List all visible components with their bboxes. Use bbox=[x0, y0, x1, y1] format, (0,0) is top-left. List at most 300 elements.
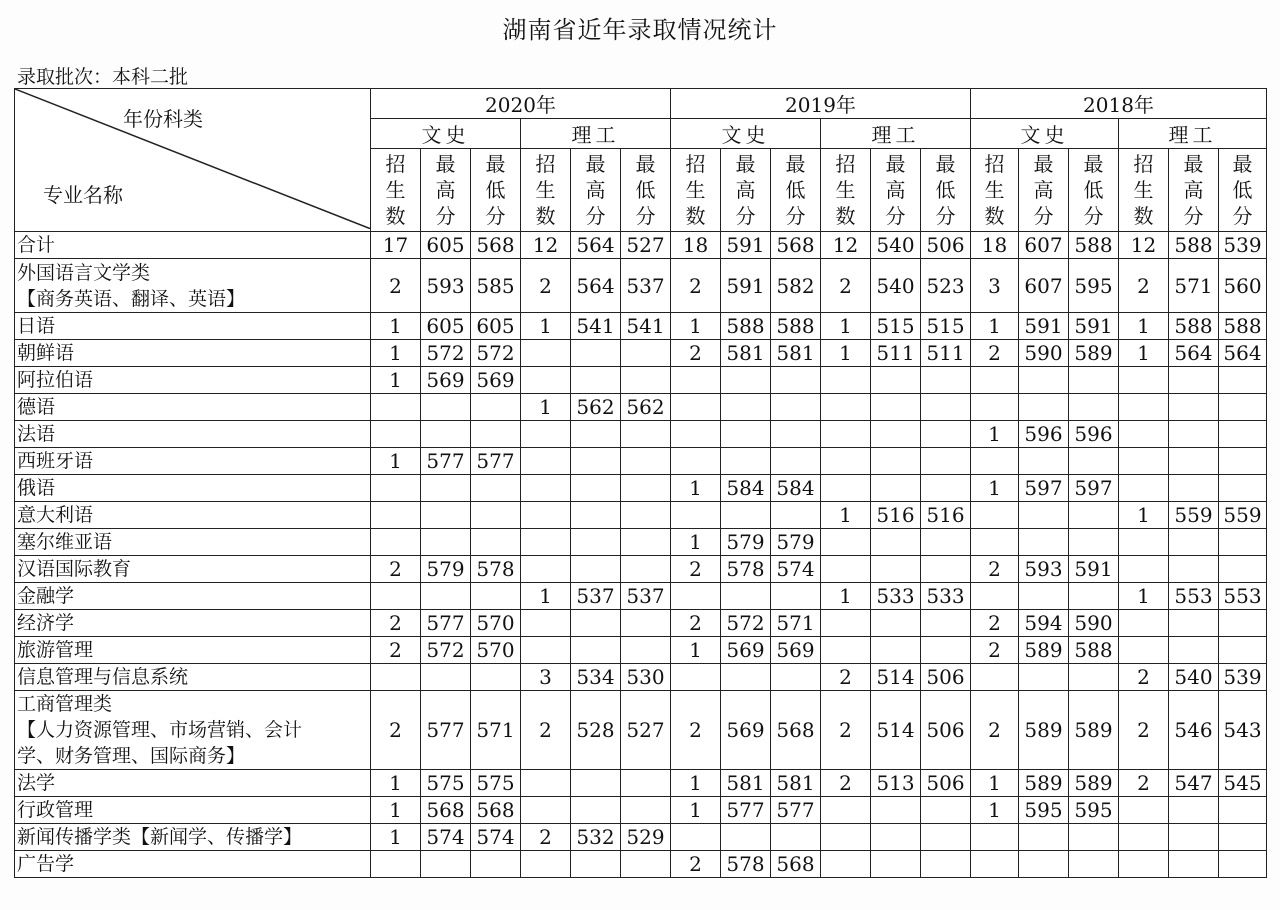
value-cell: 581 bbox=[721, 340, 771, 367]
major-name-cell bbox=[15, 797, 371, 824]
value-cell: 1 bbox=[671, 637, 721, 664]
value-cell: 605 bbox=[421, 313, 471, 340]
value-cell bbox=[971, 851, 1019, 878]
value-cell: 541 bbox=[571, 313, 621, 340]
major-name-line: 行政管理 bbox=[17, 799, 94, 821]
value-cell bbox=[971, 448, 1019, 475]
value-cell: 1 bbox=[671, 475, 721, 502]
value-cell: 2 bbox=[971, 637, 1019, 664]
value-cell: 1 bbox=[671, 529, 721, 556]
value-cell bbox=[571, 529, 621, 556]
value-cell: 2 bbox=[971, 556, 1019, 583]
value-cell: 577 bbox=[721, 797, 771, 824]
value-cell bbox=[971, 502, 1019, 529]
value-cell: 593 bbox=[421, 259, 471, 313]
value-cell bbox=[921, 448, 971, 475]
value-cell bbox=[921, 556, 971, 583]
subcolumn-header: 最 低 分 bbox=[471, 149, 521, 232]
table-row bbox=[15, 637, 1267, 664]
value-cell bbox=[471, 583, 521, 610]
value-cell: 2 bbox=[371, 556, 421, 583]
value-cell: 591 bbox=[1069, 556, 1119, 583]
value-cell: 1 bbox=[971, 770, 1019, 797]
value-cell: 588 bbox=[1169, 313, 1219, 340]
table-row bbox=[15, 448, 1267, 475]
admission-table bbox=[14, 88, 1267, 878]
table-row bbox=[15, 529, 1267, 556]
value-cell bbox=[521, 340, 571, 367]
value-cell bbox=[1069, 824, 1119, 851]
value-cell bbox=[871, 475, 921, 502]
value-cell: 528 bbox=[571, 691, 621, 770]
value-cell: 559 bbox=[1169, 502, 1219, 529]
value-cell bbox=[1169, 797, 1219, 824]
value-cell: 590 bbox=[1019, 340, 1069, 367]
value-cell bbox=[821, 637, 871, 664]
value-cell: 2 bbox=[671, 340, 721, 367]
value-cell bbox=[1019, 448, 1069, 475]
value-cell bbox=[521, 637, 571, 664]
value-cell bbox=[721, 394, 771, 421]
value-cell bbox=[521, 556, 571, 583]
major-name-line: 金融学 bbox=[17, 585, 75, 607]
subcolumn-header: 招 生 数 bbox=[1119, 149, 1169, 232]
value-cell bbox=[621, 502, 671, 529]
value-cell bbox=[521, 770, 571, 797]
value-cell bbox=[921, 394, 971, 421]
value-cell bbox=[1169, 475, 1219, 502]
value-cell: 569 bbox=[721, 637, 771, 664]
value-cell: 564 bbox=[571, 259, 621, 313]
value-cell: 589 bbox=[1069, 340, 1119, 367]
value-cell bbox=[771, 824, 821, 851]
value-cell bbox=[771, 394, 821, 421]
value-cell bbox=[1169, 851, 1219, 878]
value-cell bbox=[521, 421, 571, 448]
value-cell: 1 bbox=[521, 394, 571, 421]
table-row bbox=[15, 313, 1267, 340]
value-cell: 571 bbox=[771, 610, 821, 637]
value-cell bbox=[1069, 502, 1119, 529]
value-cell: 596 bbox=[1019, 421, 1069, 448]
value-cell: 574 bbox=[471, 824, 521, 851]
value-cell: 2 bbox=[1119, 664, 1169, 691]
subcolumn-header: 最 低 分 bbox=[1219, 149, 1267, 232]
major-name-cell bbox=[15, 502, 371, 529]
value-cell: 572 bbox=[471, 340, 521, 367]
major-name-cell bbox=[15, 664, 371, 691]
value-cell: 1 bbox=[371, 367, 421, 394]
value-cell bbox=[571, 502, 621, 529]
value-cell bbox=[821, 475, 871, 502]
value-cell bbox=[721, 421, 771, 448]
value-cell: 570 bbox=[471, 610, 521, 637]
subcolumn-header: 最 高 分 bbox=[721, 149, 771, 232]
value-cell bbox=[421, 394, 471, 421]
major-name-cell bbox=[15, 770, 371, 797]
subcolumn-header: 招 生 数 bbox=[521, 149, 571, 232]
value-cell: 589 bbox=[1069, 691, 1119, 770]
value-cell bbox=[671, 421, 721, 448]
value-cell bbox=[1169, 367, 1219, 394]
value-cell: 597 bbox=[1019, 475, 1069, 502]
value-cell bbox=[821, 394, 871, 421]
value-cell: 568 bbox=[471, 232, 521, 259]
value-cell bbox=[871, 797, 921, 824]
page-title: 湖南省近年录取情况统计 bbox=[502, 16, 778, 44]
value-cell: 506 bbox=[921, 232, 971, 259]
value-cell bbox=[571, 421, 621, 448]
value-cell: 1 bbox=[821, 340, 871, 367]
value-cell: 2 bbox=[671, 556, 721, 583]
major-name-cell bbox=[15, 556, 371, 583]
value-cell bbox=[871, 367, 921, 394]
value-cell bbox=[771, 367, 821, 394]
value-cell: 581 bbox=[721, 770, 771, 797]
value-cell: 577 bbox=[421, 691, 471, 770]
value-cell bbox=[721, 502, 771, 529]
value-cell: 1 bbox=[521, 583, 571, 610]
value-cell: 578 bbox=[721, 556, 771, 583]
value-cell: 514 bbox=[871, 664, 921, 691]
value-cell: 514 bbox=[871, 691, 921, 770]
value-cell: 2 bbox=[521, 691, 571, 770]
value-cell: 1 bbox=[971, 475, 1019, 502]
value-cell: 1 bbox=[371, 313, 421, 340]
value-cell bbox=[1169, 637, 1219, 664]
value-cell bbox=[1219, 851, 1267, 878]
subcolumn-header: 招 生 数 bbox=[971, 149, 1019, 232]
value-cell bbox=[871, 529, 921, 556]
value-cell: 516 bbox=[921, 502, 971, 529]
value-cell: 568 bbox=[471, 797, 521, 824]
table-row bbox=[15, 502, 1267, 529]
value-cell: 545 bbox=[1219, 770, 1267, 797]
subcolumn-header: 最 低 分 bbox=[1069, 149, 1119, 232]
value-cell bbox=[671, 394, 721, 421]
value-cell: 589 bbox=[1069, 770, 1119, 797]
value-cell: 523 bbox=[921, 259, 971, 313]
value-cell bbox=[1169, 394, 1219, 421]
value-cell bbox=[821, 824, 871, 851]
value-cell bbox=[1119, 421, 1169, 448]
major-name-line: 旅游管理 bbox=[17, 639, 94, 661]
value-cell bbox=[621, 770, 671, 797]
value-cell: 1 bbox=[971, 313, 1019, 340]
value-cell bbox=[921, 367, 971, 394]
major-name-line: 信息管理与信息系统 bbox=[17, 666, 189, 688]
value-cell bbox=[671, 502, 721, 529]
value-cell bbox=[1119, 556, 1169, 583]
value-cell: 589 bbox=[1019, 637, 1069, 664]
table-row bbox=[15, 851, 1267, 878]
value-cell bbox=[1219, 394, 1267, 421]
value-cell: 585 bbox=[471, 259, 521, 313]
value-cell bbox=[771, 583, 821, 610]
major-name-line: 学、财务管理、国际商务】 bbox=[17, 745, 246, 767]
major-name-line: 日语 bbox=[17, 315, 56, 337]
category-header: 理工 bbox=[1119, 119, 1267, 149]
value-cell: 568 bbox=[771, 691, 821, 770]
value-cell: 506 bbox=[921, 664, 971, 691]
value-cell: 2 bbox=[1119, 691, 1169, 770]
value-cell: 589 bbox=[1019, 770, 1069, 797]
value-cell bbox=[1069, 367, 1119, 394]
table-row bbox=[15, 691, 1267, 770]
value-cell bbox=[471, 394, 521, 421]
value-cell: 18 bbox=[971, 232, 1019, 259]
value-cell: 569 bbox=[721, 691, 771, 770]
value-cell: 2 bbox=[371, 637, 421, 664]
value-cell bbox=[571, 797, 621, 824]
value-cell bbox=[621, 421, 671, 448]
value-cell: 2 bbox=[671, 259, 721, 313]
value-cell bbox=[921, 797, 971, 824]
value-cell bbox=[821, 421, 871, 448]
value-cell bbox=[821, 556, 871, 583]
value-cell: 2 bbox=[671, 851, 721, 878]
value-cell bbox=[871, 394, 921, 421]
major-name-cell bbox=[15, 824, 371, 851]
value-cell bbox=[471, 529, 521, 556]
value-cell: 579 bbox=[421, 556, 471, 583]
value-cell: 527 bbox=[621, 232, 671, 259]
category-header: 文史 bbox=[671, 119, 821, 149]
value-cell bbox=[421, 664, 471, 691]
value-cell bbox=[1019, 851, 1069, 878]
value-cell: 1 bbox=[1119, 502, 1169, 529]
value-cell: 564 bbox=[1219, 340, 1267, 367]
value-cell bbox=[571, 340, 621, 367]
value-cell bbox=[721, 664, 771, 691]
value-cell bbox=[571, 448, 621, 475]
value-cell bbox=[421, 851, 471, 878]
value-cell: 2 bbox=[671, 610, 721, 637]
major-name-line: 阿拉伯语 bbox=[17, 369, 94, 391]
value-cell bbox=[1219, 824, 1267, 851]
value-cell bbox=[871, 556, 921, 583]
value-cell: 529 bbox=[621, 824, 671, 851]
value-cell bbox=[521, 610, 571, 637]
subcolumn-header: 最 高 分 bbox=[871, 149, 921, 232]
value-cell: 582 bbox=[771, 259, 821, 313]
value-cell: 571 bbox=[471, 691, 521, 770]
value-cell bbox=[521, 529, 571, 556]
value-cell bbox=[821, 610, 871, 637]
value-cell: 2 bbox=[1119, 770, 1169, 797]
value-cell bbox=[1169, 448, 1219, 475]
value-cell bbox=[471, 664, 521, 691]
value-cell: 12 bbox=[821, 232, 871, 259]
value-cell: 588 bbox=[1069, 232, 1119, 259]
value-cell bbox=[521, 367, 571, 394]
value-cell: 596 bbox=[1069, 421, 1119, 448]
value-cell: 594 bbox=[1019, 610, 1069, 637]
value-cell: 584 bbox=[771, 475, 821, 502]
value-cell: 2 bbox=[371, 259, 421, 313]
value-cell: 2 bbox=[971, 691, 1019, 770]
major-name-cell bbox=[15, 448, 371, 475]
value-cell bbox=[1219, 556, 1267, 583]
value-cell: 1 bbox=[371, 824, 421, 851]
value-cell bbox=[1119, 637, 1169, 664]
major-name-line: 塞尔维亚语 bbox=[17, 531, 113, 553]
value-cell bbox=[671, 664, 721, 691]
value-cell: 591 bbox=[721, 232, 771, 259]
table-row bbox=[15, 394, 1267, 421]
major-name-cell bbox=[15, 367, 371, 394]
value-cell: 588 bbox=[771, 313, 821, 340]
value-cell: 3 bbox=[521, 664, 571, 691]
value-cell: 553 bbox=[1169, 583, 1219, 610]
corner-major-name-label: 专业名称 bbox=[43, 183, 123, 207]
value-cell: 574 bbox=[771, 556, 821, 583]
value-cell bbox=[571, 851, 621, 878]
major-name-line: 外国语言文学类 bbox=[17, 261, 151, 284]
value-cell: 571 bbox=[1169, 259, 1219, 313]
table-row bbox=[15, 824, 1267, 851]
table-row bbox=[15, 232, 1267, 259]
value-cell bbox=[1019, 529, 1069, 556]
value-cell: 537 bbox=[621, 259, 671, 313]
value-cell bbox=[871, 448, 921, 475]
major-name-line: 【人力资源管理、市场营销、会计 bbox=[17, 719, 303, 741]
value-cell: 506 bbox=[921, 691, 971, 770]
value-cell bbox=[1169, 529, 1219, 556]
major-name-cell bbox=[15, 313, 371, 340]
table-row bbox=[15, 610, 1267, 637]
value-cell: 578 bbox=[471, 556, 521, 583]
value-cell bbox=[571, 556, 621, 583]
value-cell bbox=[1019, 394, 1069, 421]
value-cell bbox=[971, 664, 1019, 691]
value-cell: 553 bbox=[1219, 583, 1267, 610]
value-cell: 575 bbox=[421, 770, 471, 797]
table-row bbox=[15, 770, 1267, 797]
value-cell bbox=[521, 797, 571, 824]
value-cell: 3 bbox=[971, 259, 1019, 313]
value-cell bbox=[871, 824, 921, 851]
value-cell: 570 bbox=[471, 637, 521, 664]
value-cell: 546 bbox=[1169, 691, 1219, 770]
value-cell bbox=[421, 529, 471, 556]
value-cell bbox=[921, 637, 971, 664]
major-name-line: 意大利语 bbox=[17, 504, 94, 526]
value-cell: 584 bbox=[721, 475, 771, 502]
category-header: 理工 bbox=[521, 119, 671, 149]
major-name-cell bbox=[15, 691, 371, 770]
value-cell bbox=[1069, 394, 1119, 421]
value-cell: 539 bbox=[1219, 232, 1267, 259]
value-cell: 2 bbox=[821, 691, 871, 770]
subcolumn-header: 最 高 分 bbox=[421, 149, 471, 232]
value-cell bbox=[371, 851, 421, 878]
value-cell: 1 bbox=[821, 583, 871, 610]
table-row bbox=[15, 583, 1267, 610]
value-cell: 530 bbox=[621, 664, 671, 691]
major-name-line: 德语 bbox=[17, 396, 56, 418]
major-name-cell bbox=[15, 583, 371, 610]
value-cell bbox=[1019, 583, 1069, 610]
value-cell: 559 bbox=[1219, 502, 1267, 529]
value-cell: 569 bbox=[771, 637, 821, 664]
value-cell bbox=[1019, 664, 1069, 691]
value-cell: 18 bbox=[671, 232, 721, 259]
value-cell: 2 bbox=[371, 610, 421, 637]
value-cell bbox=[571, 610, 621, 637]
value-cell: 575 bbox=[471, 770, 521, 797]
value-cell bbox=[771, 502, 821, 529]
value-cell: 607 bbox=[1019, 232, 1069, 259]
value-cell bbox=[1219, 475, 1267, 502]
value-cell: 533 bbox=[871, 583, 921, 610]
value-cell bbox=[671, 448, 721, 475]
value-cell bbox=[421, 502, 471, 529]
value-cell: 568 bbox=[771, 232, 821, 259]
subcolumn-header: 最 高 分 bbox=[1169, 149, 1219, 232]
value-cell: 541 bbox=[621, 313, 671, 340]
value-cell: 588 bbox=[1069, 637, 1119, 664]
value-cell bbox=[721, 367, 771, 394]
value-cell: 568 bbox=[771, 851, 821, 878]
value-cell bbox=[921, 421, 971, 448]
value-cell bbox=[821, 851, 871, 878]
value-cell: 595 bbox=[1069, 259, 1119, 313]
value-cell: 12 bbox=[521, 232, 571, 259]
value-cell: 511 bbox=[871, 340, 921, 367]
value-cell bbox=[821, 367, 871, 394]
value-cell: 17 bbox=[371, 232, 421, 259]
value-cell bbox=[1069, 851, 1119, 878]
value-cell bbox=[871, 637, 921, 664]
value-cell: 568 bbox=[421, 797, 471, 824]
subcolumn-header: 最 低 分 bbox=[921, 149, 971, 232]
value-cell bbox=[371, 583, 421, 610]
value-cell: 1 bbox=[371, 340, 421, 367]
value-cell bbox=[471, 502, 521, 529]
value-cell: 540 bbox=[871, 232, 921, 259]
table-row bbox=[15, 664, 1267, 691]
value-cell: 547 bbox=[1169, 770, 1219, 797]
value-cell bbox=[1219, 448, 1267, 475]
value-cell bbox=[371, 502, 421, 529]
value-cell: 595 bbox=[1069, 797, 1119, 824]
value-cell bbox=[1119, 797, 1169, 824]
major-name-cell bbox=[15, 394, 371, 421]
value-cell: 2 bbox=[521, 259, 571, 313]
value-cell: 515 bbox=[871, 313, 921, 340]
value-cell bbox=[721, 824, 771, 851]
value-cell bbox=[1219, 529, 1267, 556]
value-cell: 2 bbox=[521, 824, 571, 851]
value-cell: 562 bbox=[621, 394, 671, 421]
value-cell bbox=[1169, 556, 1219, 583]
value-cell: 2 bbox=[821, 259, 871, 313]
major-name-line: 广告学 bbox=[17, 853, 75, 875]
value-cell bbox=[621, 367, 671, 394]
value-cell: 540 bbox=[1169, 664, 1219, 691]
value-cell: 2 bbox=[971, 610, 1019, 637]
value-cell: 579 bbox=[771, 529, 821, 556]
major-name-line: 俄语 bbox=[17, 477, 56, 499]
value-cell: 593 bbox=[1019, 556, 1069, 583]
value-cell bbox=[1019, 367, 1069, 394]
value-cell: 511 bbox=[921, 340, 971, 367]
value-cell: 1 bbox=[821, 313, 871, 340]
value-cell bbox=[671, 824, 721, 851]
value-cell: 581 bbox=[771, 770, 821, 797]
major-name-cell bbox=[15, 529, 371, 556]
